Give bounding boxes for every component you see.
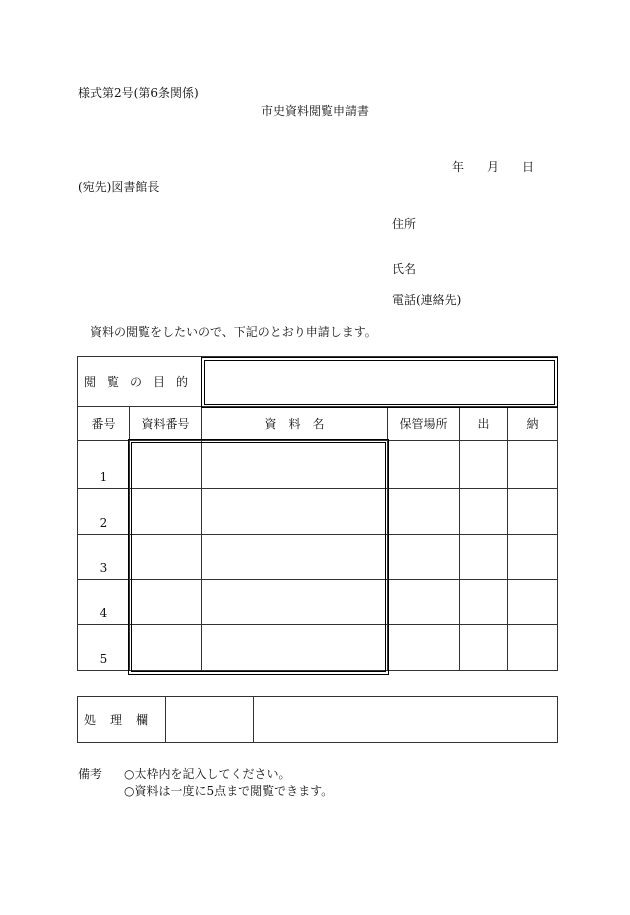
table-row — [78, 580, 558, 625]
return-cell — [508, 441, 558, 489]
location-cell — [388, 441, 460, 489]
return-cell — [508, 535, 558, 580]
item-name-cell[interactable] — [202, 489, 388, 535]
return-cell — [508, 489, 558, 535]
out-cell — [460, 625, 508, 671]
remarks-note: ○太枠内を記入してください。 — [124, 767, 291, 781]
item-number-cell[interactable] — [130, 580, 202, 625]
item-name-cell[interactable] — [202, 580, 388, 625]
purpose-label: 閲覧の目的 — [78, 357, 202, 407]
out-cell — [460, 580, 508, 625]
col-header-location: 保管場所 — [388, 407, 460, 441]
date-month-label: 月 — [487, 160, 500, 174]
date-year-label: 年 — [452, 160, 465, 174]
table-row — [78, 489, 558, 535]
header-row — [78, 407, 558, 441]
row-number: 5 — [78, 625, 130, 671]
row-number: 2 — [78, 489, 130, 535]
col-header-out: 出 — [460, 407, 508, 441]
table-row — [78, 625, 558, 671]
purpose-input[interactable] — [202, 357, 558, 407]
col-header-item-number: 資料番号 — [130, 407, 202, 441]
out-cell — [460, 441, 508, 489]
location-cell — [388, 625, 460, 671]
purpose-row — [78, 357, 558, 407]
processing-label: 処理欄 — [78, 697, 166, 743]
location-cell — [388, 535, 460, 580]
location-cell — [388, 489, 460, 535]
item-number-cell[interactable] — [130, 441, 202, 489]
addressee: (宛先)図書館長 — [78, 180, 160, 194]
application-table — [77, 356, 558, 671]
processing-cell-2 — [254, 697, 558, 743]
form-number: 様式第2号(第6条関係) — [78, 86, 199, 100]
remarks-note: ○資料は一度に5点まで閲覧できます。 — [124, 784, 334, 798]
intro-text: 資料の閲覧をしたいので、下記のとおり申請します。 — [90, 325, 377, 339]
document-title: 市史資料閲覧申請書 — [260, 104, 369, 118]
out-cell — [460, 535, 508, 580]
col-header-item-name: 資 料 名 — [202, 407, 388, 441]
processing-table — [77, 696, 558, 743]
date-day-label: 日 — [522, 160, 535, 174]
processing-row — [78, 697, 558, 743]
col-header-number: 番号 — [78, 407, 130, 441]
out-cell — [460, 489, 508, 535]
processing-cell-1 — [166, 697, 254, 743]
location-cell — [388, 580, 460, 625]
row-number: 4 — [78, 580, 130, 625]
col-header-return: 納 — [508, 407, 558, 441]
item-name-cell[interactable] — [202, 535, 388, 580]
applicant-address-label: 住所 — [392, 217, 417, 231]
table-row — [78, 535, 558, 580]
row-number: 1 — [78, 441, 130, 489]
item-number-cell[interactable] — [130, 535, 202, 580]
row-number: 3 — [78, 535, 130, 580]
item-number-cell[interactable] — [130, 625, 202, 671]
applicant-name-label: 氏名 — [392, 262, 417, 276]
table-row — [78, 441, 558, 489]
remarks-label: 備考 — [78, 767, 103, 781]
return-cell — [508, 625, 558, 671]
return-cell — [508, 580, 558, 625]
item-name-cell[interactable] — [202, 441, 388, 489]
item-name-cell[interactable] — [202, 625, 388, 671]
item-number-cell[interactable] — [130, 489, 202, 535]
applicant-phone-label: 電話(連絡先) — [392, 293, 462, 307]
